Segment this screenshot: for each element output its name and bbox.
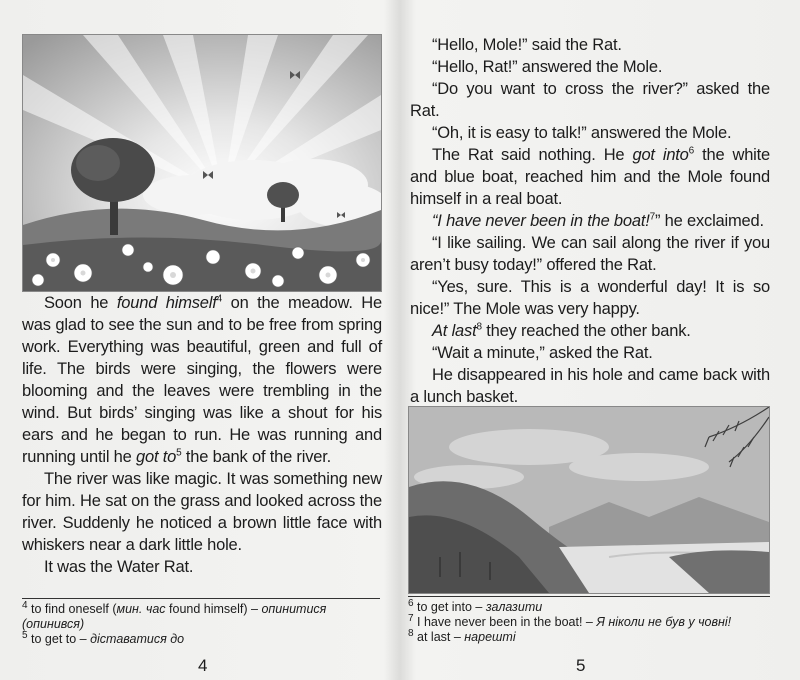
paragraph: “Oh, it is easy to talk!” answered the Mole. — [432, 124, 732, 142]
paragraph: “Hello, Mole!” said the Rat. — [432, 36, 622, 54]
right-page-text — [410, 34, 770, 408]
page-number: 5 — [576, 656, 586, 675]
footnote: $^8$ at last – нарешті — [408, 627, 516, 644]
paragraph: It was the Water Rat. — [44, 558, 194, 576]
footnote: $^5$ to get to – діставатися до — [22, 629, 185, 646]
footnotes — [22, 598, 380, 647]
page-number: 4 — [198, 656, 208, 675]
footnote: $^6$ to get into – залазити — [408, 597, 543, 614]
left-page-text — [22, 292, 382, 578]
paragraph: At last$^8$ they reached the other bank. — [432, 321, 691, 340]
footnote: $^4$ to find oneself (мин. час found himself) – опинитися (опинився) — [22, 599, 327, 631]
river-illustration — [408, 406, 770, 594]
paragraph: “I like sailing. We can sail along the river if you aren’t busy today!” offered the Rat. — [410, 234, 770, 274]
paragraph: “Wait a minute,” asked the Rat. — [432, 344, 653, 362]
paragraph: “Hello, Rat!” answered the Mole. — [432, 58, 663, 76]
paragraph: He disappeared in his hole and came back with a lunch basket. — [410, 366, 770, 406]
footnotes — [408, 596, 770, 645]
right-page — [400, 0, 800, 680]
paragraph: Soon he found himself$^4$ on the meadow. He was glad to see the sun and to be free from spring work. Everything was beautiful, green and full of life. The birds were singing, the flowers were blooming and the leaves were trembling in the wind. But birds’ singing was like a shout for his ears and he began to run. He was running and running until he got $to^5$ the bank of the river. — [22, 293, 382, 466]
paragraph: The river was like magic. It was something new for him. He sat on the grass and looked across the river. Suddenly he noticed a brown little face with whiskers near a dark little hole. — [22, 470, 382, 554]
meadow-illustration — [22, 34, 382, 292]
footnote: $^7$ I have never been in the boat! – Я ніколи не був у човні! — [408, 612, 732, 629]
paragraph: “I have never been in the boat!$^7$” he exclaimed. — [432, 211, 764, 230]
paragraph: “Yes, sure. This is a wonderful day! It is so nice!” The Mole was very happy. — [410, 278, 770, 318]
paragraph: “Do you want to cross the river?” asked the Rat. — [410, 80, 770, 120]
paragraph: The Rat said nothing. He got into$^6$ the white and blue boat, reached him and the Mole found himself in a real boat. — [410, 145, 771, 208]
